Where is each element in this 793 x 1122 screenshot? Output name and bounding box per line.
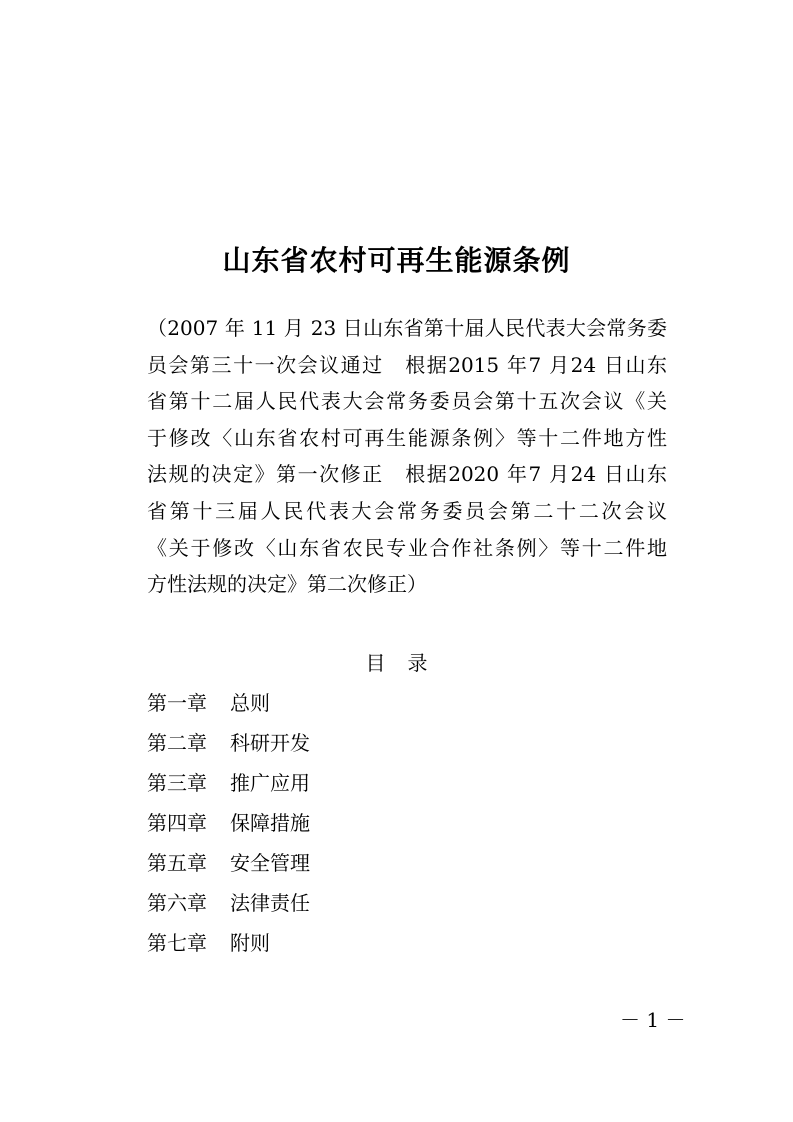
toc-item — [147, 847, 547, 887]
preamble-line: 法规的决定》第一次修正 根据2020 年7 月24 日山东 — [147, 462, 667, 487]
table-of-contents — [147, 687, 547, 967]
toc-chapter-number: 第六章 — [147, 891, 207, 915]
page-number: － 1 － — [620, 1008, 686, 1032]
preamble-line: 于修改〈山东省农村可再生能源条例〉等十二件地方性 — [147, 425, 667, 450]
toc-item — [147, 927, 547, 967]
toc-chapter-number: 第四章 — [147, 811, 207, 835]
toc-chapter-title: 保障措施 — [230, 811, 310, 835]
toc-chapter-title: 法律责任 — [230, 891, 310, 915]
toc-chapter-number: 第二章 — [147, 731, 207, 755]
toc-chapter-title: 安全管理 — [230, 851, 310, 875]
toc-chapter-title: 总则 — [230, 691, 270, 715]
preamble-line: （2007 年 11 月 23 日山东省第十届人民代表大会常务委 — [147, 316, 667, 340]
toc-chapter-title: 科研开发 — [230, 731, 310, 755]
toc-chapter-number: 第三章 — [147, 771, 207, 795]
preamble-line: 省第十二届人民代表大会常务委员会第十五次会议《关 — [147, 389, 667, 414]
toc-chapter-title: 附则 — [230, 931, 270, 955]
toc-item — [147, 767, 547, 807]
toc-item — [147, 887, 547, 927]
toc-chapter-number: 第一章 — [147, 691, 207, 715]
preamble-line: 员会第三十一次会议通过 根据2015 年7 月24 日山东 — [147, 352, 667, 377]
toc-chapter-title: 推广应用 — [230, 771, 310, 795]
toc-heading — [0, 647, 793, 679]
toc-item — [147, 727, 547, 767]
preamble-line: 方性法规的决定》第二次修正） — [147, 572, 427, 597]
toc-chapter-number: 第七章 — [147, 931, 207, 955]
toc-heading-char: 目 — [365, 651, 386, 675]
toc-heading-char: 录 — [407, 651, 428, 675]
toc-chapter-number: 第五章 — [147, 851, 207, 875]
preamble-line: 省第十三届人民代表大会常务委员会第二十二次会议 — [147, 498, 667, 523]
document-title: 山东省农村可再生能源条例 — [222, 243, 571, 277]
preamble — [147, 310, 667, 603]
toc-item — [147, 807, 547, 847]
toc-item — [147, 687, 547, 727]
preamble-line: 《关于修改〈山东省农民专业合作社条例〉等十二件地 — [147, 535, 667, 560]
